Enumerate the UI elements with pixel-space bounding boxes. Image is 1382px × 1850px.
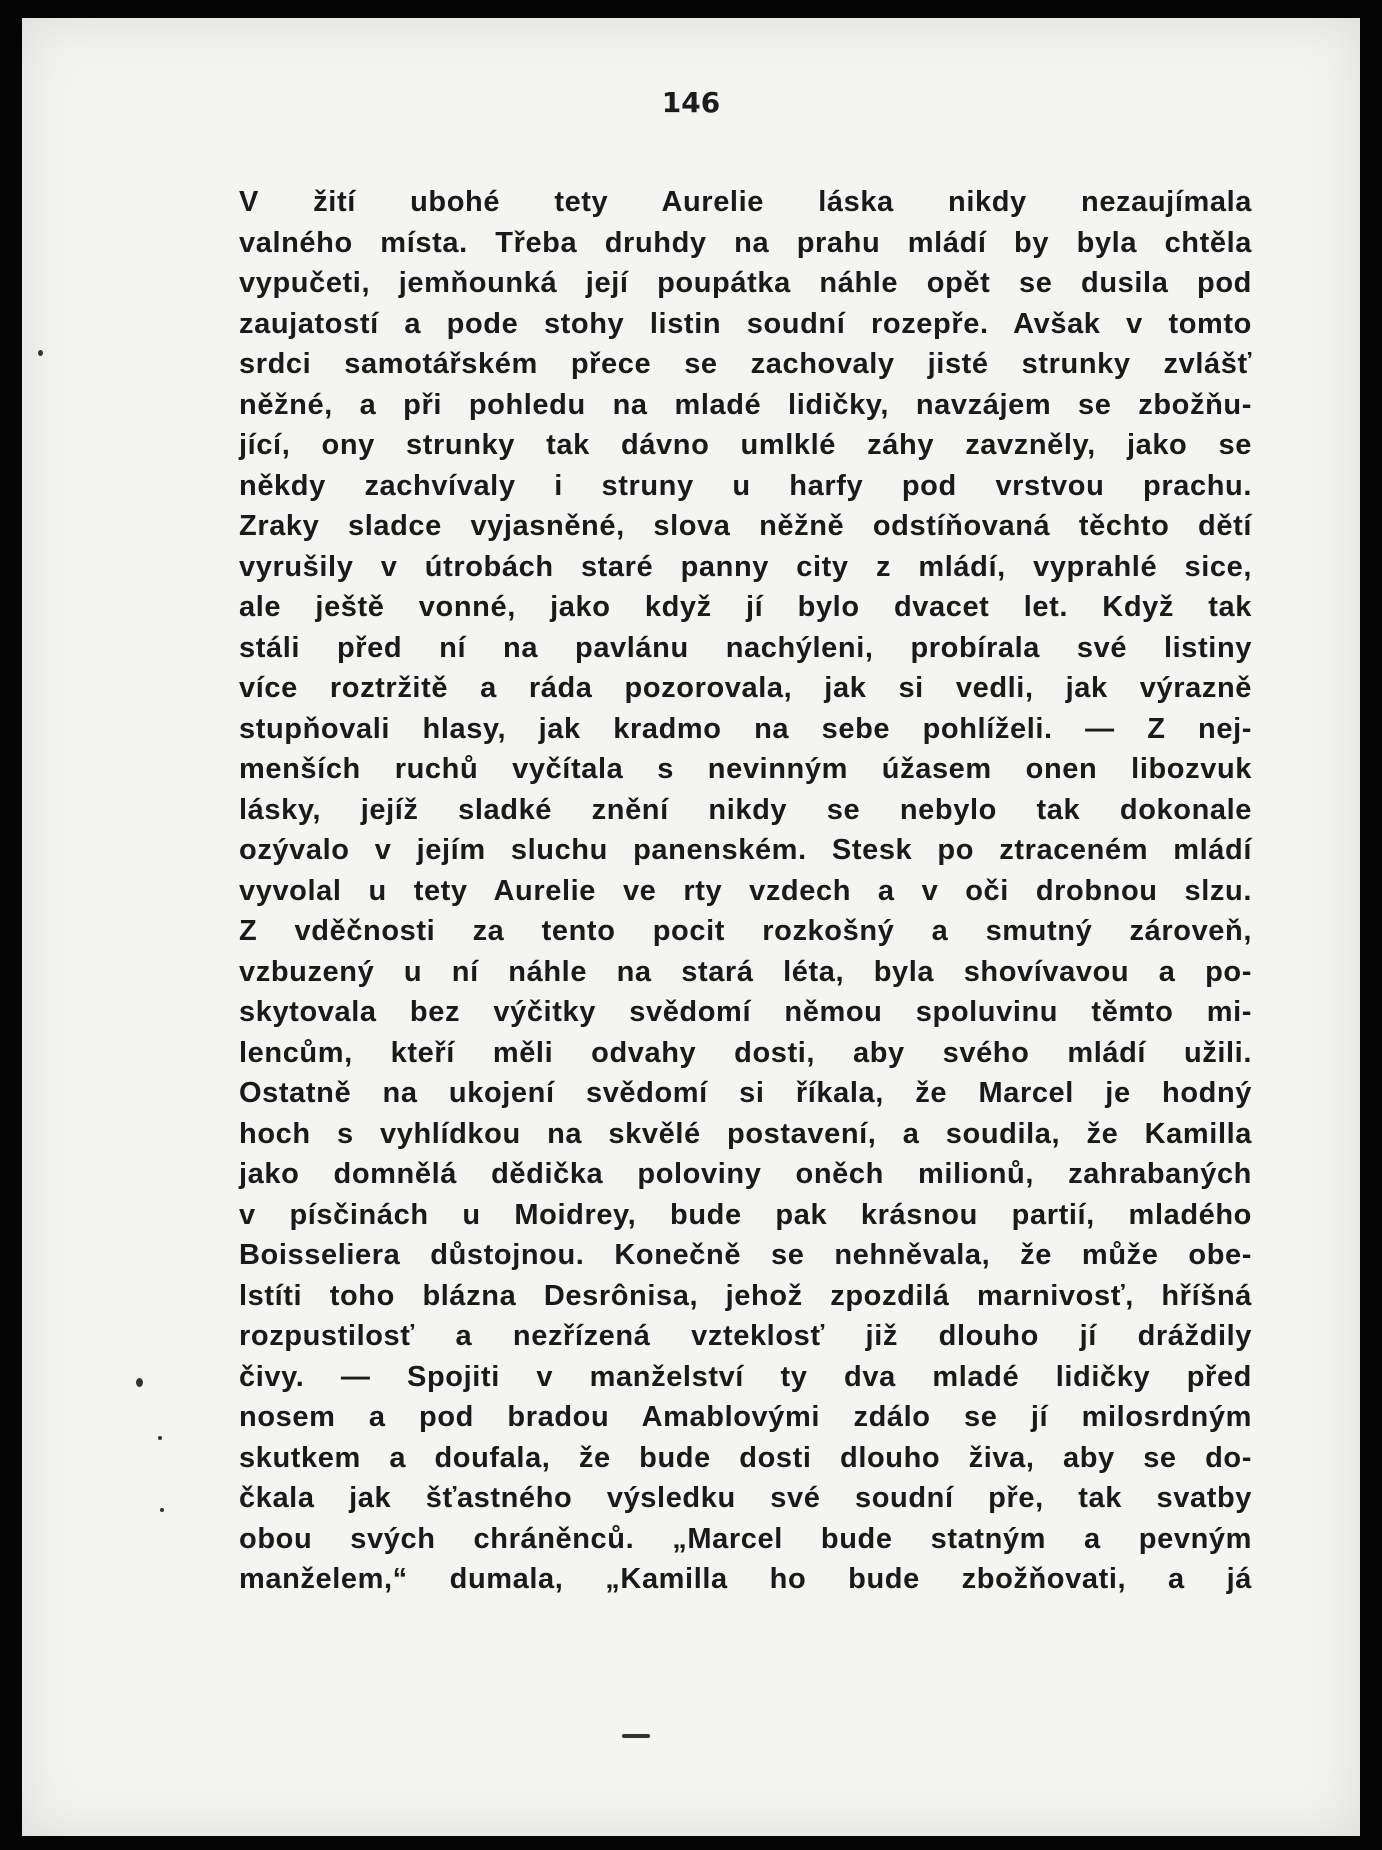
text-line: Boisseliera důstojnou. Konečně se nehněvala, že může obe- [239, 1239, 1252, 1271]
text-line: lstíti toho blázna Desrônisa, jehož zpozdilá marnivosť, hříšná [239, 1279, 1252, 1312]
text-line: vzbuzený u ní náhle na stará léta, byla shovívavou a po- [239, 955, 1252, 988]
paper-speck [158, 1436, 162, 1440]
text-line: ozývalo v jejím sluchu panenském. Stesk po ztraceném mládí [239, 834, 1252, 866]
text-line: valného místa. Třeba druhdy na prahu mládí by byla chtěla [239, 226, 1252, 259]
text-line: Zraky sladce vyjasněné, slova něžně odstíňovaná těchto dětí [239, 510, 1252, 542]
text-line: Z vděčnosti za tento pocit rozkošný a smutný zároveň, [239, 915, 1252, 947]
text-line: někdy zachvívaly i struny u harfy pod vrstvou prachu. [239, 469, 1252, 502]
text-line: v písčinách u Moidrey, bude pak krásnou partií, mladého [239, 1198, 1252, 1231]
text-line: více roztržitě a ráda pozorovala, jak si vedli, jak výrazně [239, 672, 1252, 704]
text-line: zaujatostí a pode stohy listin soudní rozepře. Avšak v tomto [239, 307, 1252, 340]
text-line: Ostatně na ukojení svědomí si říkala, že Marcel je hodný [239, 1077, 1252, 1109]
text-line: čkala jak šťastného výsledku své soudní pře, tak svatby [239, 1482, 1252, 1514]
book-page [22, 18, 1360, 1836]
text-line: vyvolal u tety Aurelie ve rty vzdech a v oči drobnou slzu. [239, 874, 1252, 907]
text-line: hoch s vyhlídkou na skvělé postavení, a soudila, že Kamilla [239, 1117, 1252, 1150]
text-line: vypučeti, jemňounká její poupátka náhle opět se dusila pod [239, 267, 1252, 299]
text-line: skytovala bez výčitky svědomí němou spoluvinu těmto mi- [239, 996, 1252, 1028]
text-line: lencům, kteří měli odvahy dosti, aby svého mládí užili. [239, 1036, 1252, 1069]
text-line: jící, ony strunky tak dávno umlklé záhy zavzněly, jako se [239, 429, 1252, 461]
page-number: 146 [661, 86, 721, 119]
text-line: vyrušily v útrobách staré panny city z mládí, vyprahlé sice, [239, 550, 1252, 583]
paper-speck [38, 350, 43, 356]
text-line: obou svých chráněnců. „Marcel bude statným a pevným [239, 1522, 1252, 1555]
text-line: čivy. — Spojiti v manželství ty dva mladé lidičky před [239, 1360, 1252, 1393]
text-line: stupňovali hlasy, jak kradmo na sebe pohlíželi. — Z nej- [239, 712, 1252, 745]
paper-speck [160, 1508, 164, 1512]
text-line: ale ještě vonné, jako když jí bylo dvacet let. Když tak [239, 591, 1252, 623]
printer-mark [622, 1734, 650, 1738]
body-text [239, 182, 1252, 1600]
text-line: V žití ubohé tety Aurelie láska nikdy nezaujímala [239, 186, 1252, 218]
text-line: stáli před ní na pavlánu nachýleni, probírala své listiny [239, 631, 1252, 664]
text-line: lásky, jejíž sladké znění nikdy se nebylo tak dokonale [239, 793, 1252, 826]
text-line: menších ruchů vyčítala s nevinným úžasem onen libozvuk [239, 753, 1252, 785]
text-line: srdci samotářském přece se zachovaly jisté strunky zvlášť [239, 348, 1252, 380]
text-line: manželem,“ dumala, „Kamilla ho bude zbožňovati, a já [239, 1563, 1252, 1595]
text-line: něžné, a při pohledu na mladé lidičky, navzájem se zbožňu- [239, 388, 1252, 421]
text-line: skutkem a doufala, že bude dosti dlouho živa, aby se do- [239, 1441, 1252, 1474]
text-line: jako domnělá dědička poloviny oněch milionů, zahrabaných [239, 1158, 1252, 1190]
text-line: nosem a pod bradou Amablovými zdálo se jí milosrdným [239, 1401, 1252, 1433]
text-line: rozpustilosť a nezřízená vzteklosť již dlouho jí dráždily [239, 1320, 1252, 1352]
paper-speck [136, 1378, 143, 1387]
